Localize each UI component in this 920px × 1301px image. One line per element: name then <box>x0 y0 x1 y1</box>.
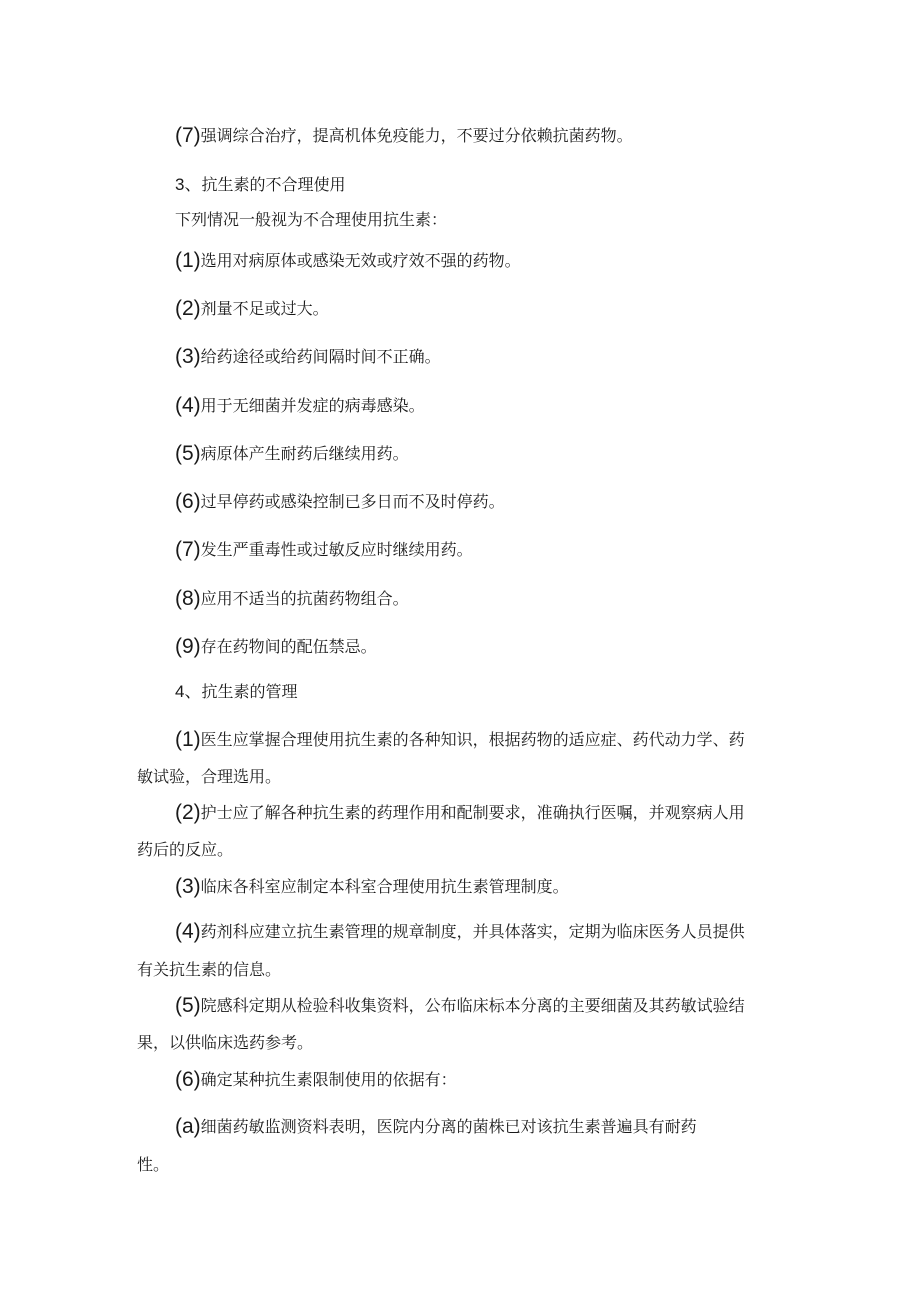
list-item <box>175 803 745 823</box>
list-item-text: 应用不适当的抗菌药物组合。 <box>200 589 409 608</box>
list-marker: (5) <box>175 442 201 465</box>
list-marker: (8) <box>175 587 201 610</box>
list-marker: (5) <box>175 994 201 1017</box>
list-item-continuation <box>137 960 281 980</box>
list-item-text: 细菌药敏监测资料表明，医院内分离的菌株已对该抗生素普遍具有耐药 <box>200 1117 697 1136</box>
list-marker: (a) <box>175 1115 201 1138</box>
list-item <box>175 589 409 609</box>
list-marker: (2) <box>175 297 201 320</box>
list-item-text: 果，以供临床选药参考。 <box>137 1033 314 1052</box>
list-item-text: 给药途径或给药间隔时间不正确。 <box>200 347 441 366</box>
list-item-text: 用于无细菌并发症的病毒感染。 <box>200 396 425 415</box>
paragraph-text: 下列情况一般视为不合理使用抗生素： <box>175 210 448 229</box>
list-item-text: 护士应了解各种抗生素的药理作用和配制要求，准确执行医嘱，并观察病人用 <box>200 803 745 822</box>
section-title: 抗生素的管理 <box>201 682 298 701</box>
list-item <box>175 396 425 416</box>
section-title: 抗生素的不合理使用 <box>201 175 346 194</box>
list-item-text: 性。 <box>137 1155 170 1174</box>
list-item-text: 药后的反应。 <box>137 840 234 859</box>
list-item-text: 剂量不足或过大。 <box>200 299 329 318</box>
list-item <box>175 922 745 942</box>
list-marker: (4) <box>175 920 201 943</box>
list-item <box>175 444 409 464</box>
list-item <box>175 299 329 319</box>
list-item-text: 选用对病原体或感染无效或疗效不强的药物。 <box>200 251 521 270</box>
list-item-text: 医生应掌握合理使用抗生素的各种知识，根据药物的适应症、药代动力学、药 <box>200 730 745 749</box>
list-marker: (1) <box>175 728 201 751</box>
list-item-text: 发生严重毒性或过敏反应时继续用药。 <box>200 540 473 559</box>
list-item-text: 存在药物间的配伍禁忌。 <box>200 637 377 656</box>
list-item <box>175 637 377 657</box>
list-marker: (6) <box>175 490 201 513</box>
list-marker: (3) <box>175 875 201 898</box>
list-item <box>175 730 745 750</box>
list-item <box>175 1117 697 1137</box>
list-item-continuation <box>137 1155 169 1175</box>
list-item-text: 确定某种抗生素限制使用的依据有： <box>200 1070 457 1089</box>
section-heading <box>175 682 297 702</box>
list-item-text: 敏试验，合理选用。 <box>137 767 282 786</box>
list-marker: (2) <box>175 801 201 824</box>
paragraph-line <box>175 210 447 230</box>
list-marker: (6) <box>175 1068 201 1091</box>
list-marker: (1) <box>175 249 201 272</box>
list-item-text: 过早停药或感染控制已多日而不及时停药。 <box>200 492 505 511</box>
list-item <box>175 877 569 897</box>
list-marker: (7) <box>175 538 201 561</box>
list-marker: (7) <box>175 124 201 147</box>
section-heading <box>175 175 345 195</box>
list-item <box>175 492 505 512</box>
list-item <box>175 347 441 367</box>
list-item <box>175 996 745 1016</box>
section-number: 4、 <box>175 682 202 701</box>
list-item <box>175 251 521 271</box>
list-item-text: 院感科定期从检验科收集资料，公布临床标本分离的主要细菌及其药敏试验结 <box>200 996 745 1015</box>
list-item-text: 有关抗生素的信息。 <box>137 960 282 979</box>
list-item-text: 药剂科应建立抗生素管理的规章制度，并具体落实，定期为临床医务人员提供 <box>200 922 745 941</box>
list-item <box>175 1070 457 1090</box>
list-item-continuation <box>137 1033 313 1053</box>
section-number: 3、 <box>175 175 202 194</box>
list-item <box>175 540 473 560</box>
list-marker: (9) <box>175 635 201 658</box>
paragraph-line <box>175 126 633 146</box>
list-item-text: 临床各科室应制定本科室合理使用抗生素管理制度。 <box>200 877 569 896</box>
list-marker: (3) <box>175 345 201 368</box>
paragraph-text: 强调综合治疗，提高机体免疫能力，不要过分依赖抗菌药物。 <box>200 126 633 145</box>
list-marker: (4) <box>175 394 201 417</box>
list-item-text: 病原体产生耐药后继续用药。 <box>200 444 409 463</box>
list-item-continuation <box>137 840 233 860</box>
list-item-continuation <box>137 767 281 787</box>
